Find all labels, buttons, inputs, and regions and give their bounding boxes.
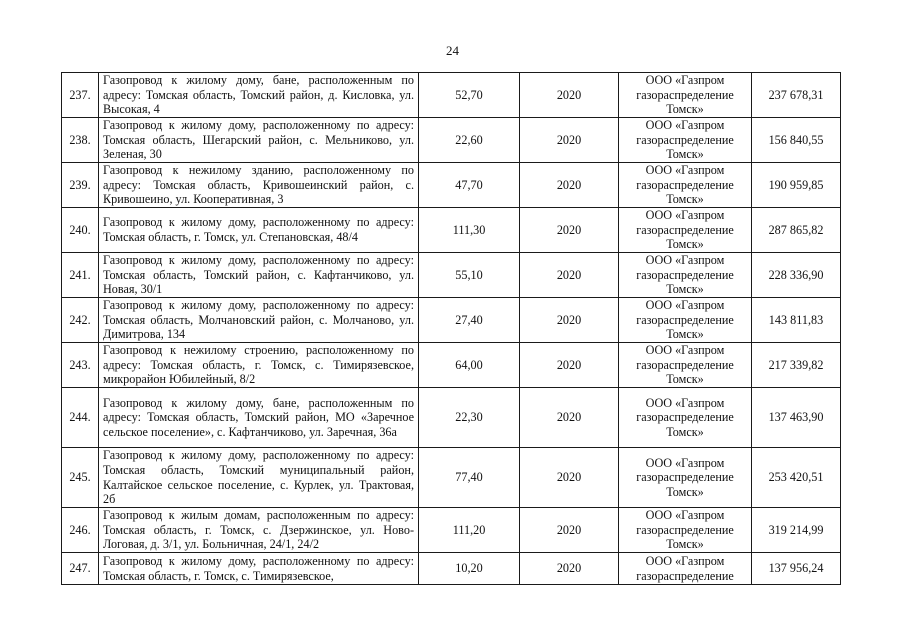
- owner-organization: [619, 163, 752, 208]
- row-number: 245.: [62, 448, 99, 508]
- owner-line: Томск»: [666, 102, 704, 117]
- commission-year: 2020: [520, 343, 619, 388]
- pipeline-length: 27,40: [419, 298, 520, 343]
- owner-line: газораспределение: [636, 470, 734, 485]
- pipeline-length: 64,00: [419, 343, 520, 388]
- owner-organization: [619, 343, 752, 388]
- pipeline-length: 22,30: [419, 388, 520, 448]
- owner-line: газораспределение: [636, 410, 734, 425]
- owner-line: Томск»: [666, 192, 704, 207]
- cost-value: 190 959,85: [752, 163, 841, 208]
- cost-value: 228 336,90: [752, 253, 841, 298]
- owner-line: ООО «Газпром: [645, 163, 725, 178]
- owner-line: ООО «Газпром: [645, 395, 725, 410]
- commission-year: 2020: [520, 508, 619, 553]
- object-description: Газопровод к жилому дому, расположенному по адресу: Томская область, Шегарский район, с. Мельниково, ул. Зеленая, 30: [99, 118, 419, 163]
- owner-line: газораспределение: [636, 132, 734, 147]
- owner-line: газораспределение: [636, 522, 734, 537]
- object-description: Газопровод к жилому дому, расположенному по адресу: Томская область, г. Томск, с. Тимирязевское,: [99, 553, 419, 585]
- pipeline-length: 47,70: [419, 163, 520, 208]
- owner-line: ООО «Газпром: [645, 253, 725, 268]
- owner-line: Томск»: [666, 147, 704, 162]
- cost-value: 156 840,55: [752, 118, 841, 163]
- pipeline-length: 55,10: [419, 253, 520, 298]
- owner-line: газораспределение: [636, 568, 734, 583]
- table-row: [62, 343, 841, 388]
- commission-year: 2020: [520, 253, 619, 298]
- owner-organization: [619, 208, 752, 253]
- object-description: Газопровод к жилому дому, расположенному по адресу: Томская область, г. Томск, ул. Степановская, 48/4: [99, 208, 419, 253]
- object-description: Газопровод к жилому дому, расположенному по адресу: Томская область, Томский район, с. Кафтанчиково, ул. Новая, 30/1: [99, 253, 419, 298]
- row-number: 246.: [62, 508, 99, 553]
- row-number: 240.: [62, 208, 99, 253]
- table-row: [62, 298, 841, 343]
- row-number: 237.: [62, 73, 99, 118]
- owner-line: ООО «Газпром: [645, 208, 725, 223]
- pipeline-length: 22,60: [419, 118, 520, 163]
- table-row: [62, 448, 841, 508]
- commission-year: 2020: [520, 448, 619, 508]
- owner-line: ООО «Газпром: [645, 343, 725, 358]
- owner-organization: [619, 298, 752, 343]
- owner-line: газораспределение: [636, 267, 734, 282]
- owner-line: Томск»: [666, 282, 704, 297]
- owner-line: Томск»: [666, 237, 704, 252]
- cost-value: 143 811,83: [752, 298, 841, 343]
- owner-line: Томск»: [666, 537, 704, 552]
- object-description: Газопровод к жилому дому, бане, расположенным по адресу: Томская область, Томский район, МО «Заречное сельское поселение», с. Кафтанчиково, ул. Заречная, 36а: [99, 388, 419, 448]
- owner-line: газораспределение: [636, 87, 734, 102]
- owner-line: ООО «Газпром: [645, 553, 725, 568]
- pipeline-length: 111,30: [419, 208, 520, 253]
- pipeline-length: 77,40: [419, 448, 520, 508]
- owner-line: ООО «Газпром: [645, 455, 725, 470]
- row-number: 244.: [62, 388, 99, 448]
- owner-organization: [619, 253, 752, 298]
- cost-value: 137 463,90: [752, 388, 841, 448]
- pipeline-length: 52,70: [419, 73, 520, 118]
- row-number: 243.: [62, 343, 99, 388]
- table-row: [62, 208, 841, 253]
- commission-year: 2020: [520, 118, 619, 163]
- object-description: Газопровод к жилому дому, расположенному по адресу: Томская область, Томский муниципальный район, Калтайское сельское поселение, с. Курлек, ул. Трактовая, 2б: [99, 448, 419, 508]
- owner-line: Томск»: [666, 372, 704, 387]
- owner-line: газораспределение: [636, 312, 734, 327]
- object-description: Газопровод к жилым домам, расположенным по адресу: Томская область, г. Томск, с. Дзержинское, ул. Ново-Логовая, д. 3/1, ул. Больничная, 24/1, 24/2: [99, 508, 419, 553]
- cost-value: 237 678,31: [752, 73, 841, 118]
- pipeline-length: 111,20: [419, 508, 520, 553]
- owner-line: газораспределение: [636, 357, 734, 372]
- cost-value: 319 214,99: [752, 508, 841, 553]
- owner-organization: [619, 448, 752, 508]
- object-description: Газопровод к нежилому зданию, расположенному по адресу: Томская область, Кривошеинский район, с. Кривошеино, ул. Кооперативная, 3: [99, 163, 419, 208]
- gas-pipeline-registry-table: [61, 72, 841, 585]
- table-row: [62, 73, 841, 118]
- owner-line: Томск»: [666, 327, 704, 342]
- owner-line: ООО «Газпром: [645, 73, 725, 88]
- table-row: [62, 118, 841, 163]
- owner-organization: [619, 73, 752, 118]
- row-number: 239.: [62, 163, 99, 208]
- commission-year: 2020: [520, 388, 619, 448]
- owner-organization: [619, 553, 752, 585]
- page-number: 24: [446, 43, 459, 58]
- owner-line: газораспределение: [636, 177, 734, 192]
- table-row: [62, 163, 841, 208]
- owner-line: Томск»: [666, 484, 704, 499]
- table-row: [62, 388, 841, 448]
- table-row: [62, 508, 841, 553]
- table-row: [62, 553, 841, 585]
- object-description: Газопровод к жилому дому, бане, расположенным по адресу: Томская область, Томский район, д. Кисловка, ул. Высокая, 4: [99, 73, 419, 118]
- row-number: 247.: [62, 553, 99, 585]
- commission-year: 2020: [520, 208, 619, 253]
- owner-line: газораспределение: [636, 222, 734, 237]
- owner-line: ООО «Газпром: [645, 118, 725, 133]
- object-description: Газопровод к жилому дому, расположенному по адресу: Томская область, Молчановский район, с. Молчаново, ул. Димитрова, 134: [99, 298, 419, 343]
- commission-year: 2020: [520, 163, 619, 208]
- cost-value: 253 420,51: [752, 448, 841, 508]
- cost-value: 217 339,82: [752, 343, 841, 388]
- row-number: 241.: [62, 253, 99, 298]
- table-row: [62, 253, 841, 298]
- row-number: 242.: [62, 298, 99, 343]
- owner-organization: [619, 508, 752, 553]
- cost-value: 137 956,24: [752, 553, 841, 585]
- commission-year: 2020: [520, 73, 619, 118]
- owner-line: Томск»: [666, 424, 704, 439]
- owner-line: ООО «Газпром: [645, 508, 725, 523]
- object-description: Газопровод к нежилому строению, расположенному по адресу: Томская область, г. Томск, с. Тимирязевское, микрорайон Юбилейный, 8/2: [99, 343, 419, 388]
- pipeline-length: 10,20: [419, 553, 520, 585]
- cost-value: 287 865,82: [752, 208, 841, 253]
- owner-organization: [619, 388, 752, 448]
- owner-line: ООО «Газпром: [645, 298, 725, 313]
- owner-organization: [619, 118, 752, 163]
- commission-year: 2020: [520, 298, 619, 343]
- commission-year: 2020: [520, 553, 619, 585]
- row-number: 238.: [62, 118, 99, 163]
